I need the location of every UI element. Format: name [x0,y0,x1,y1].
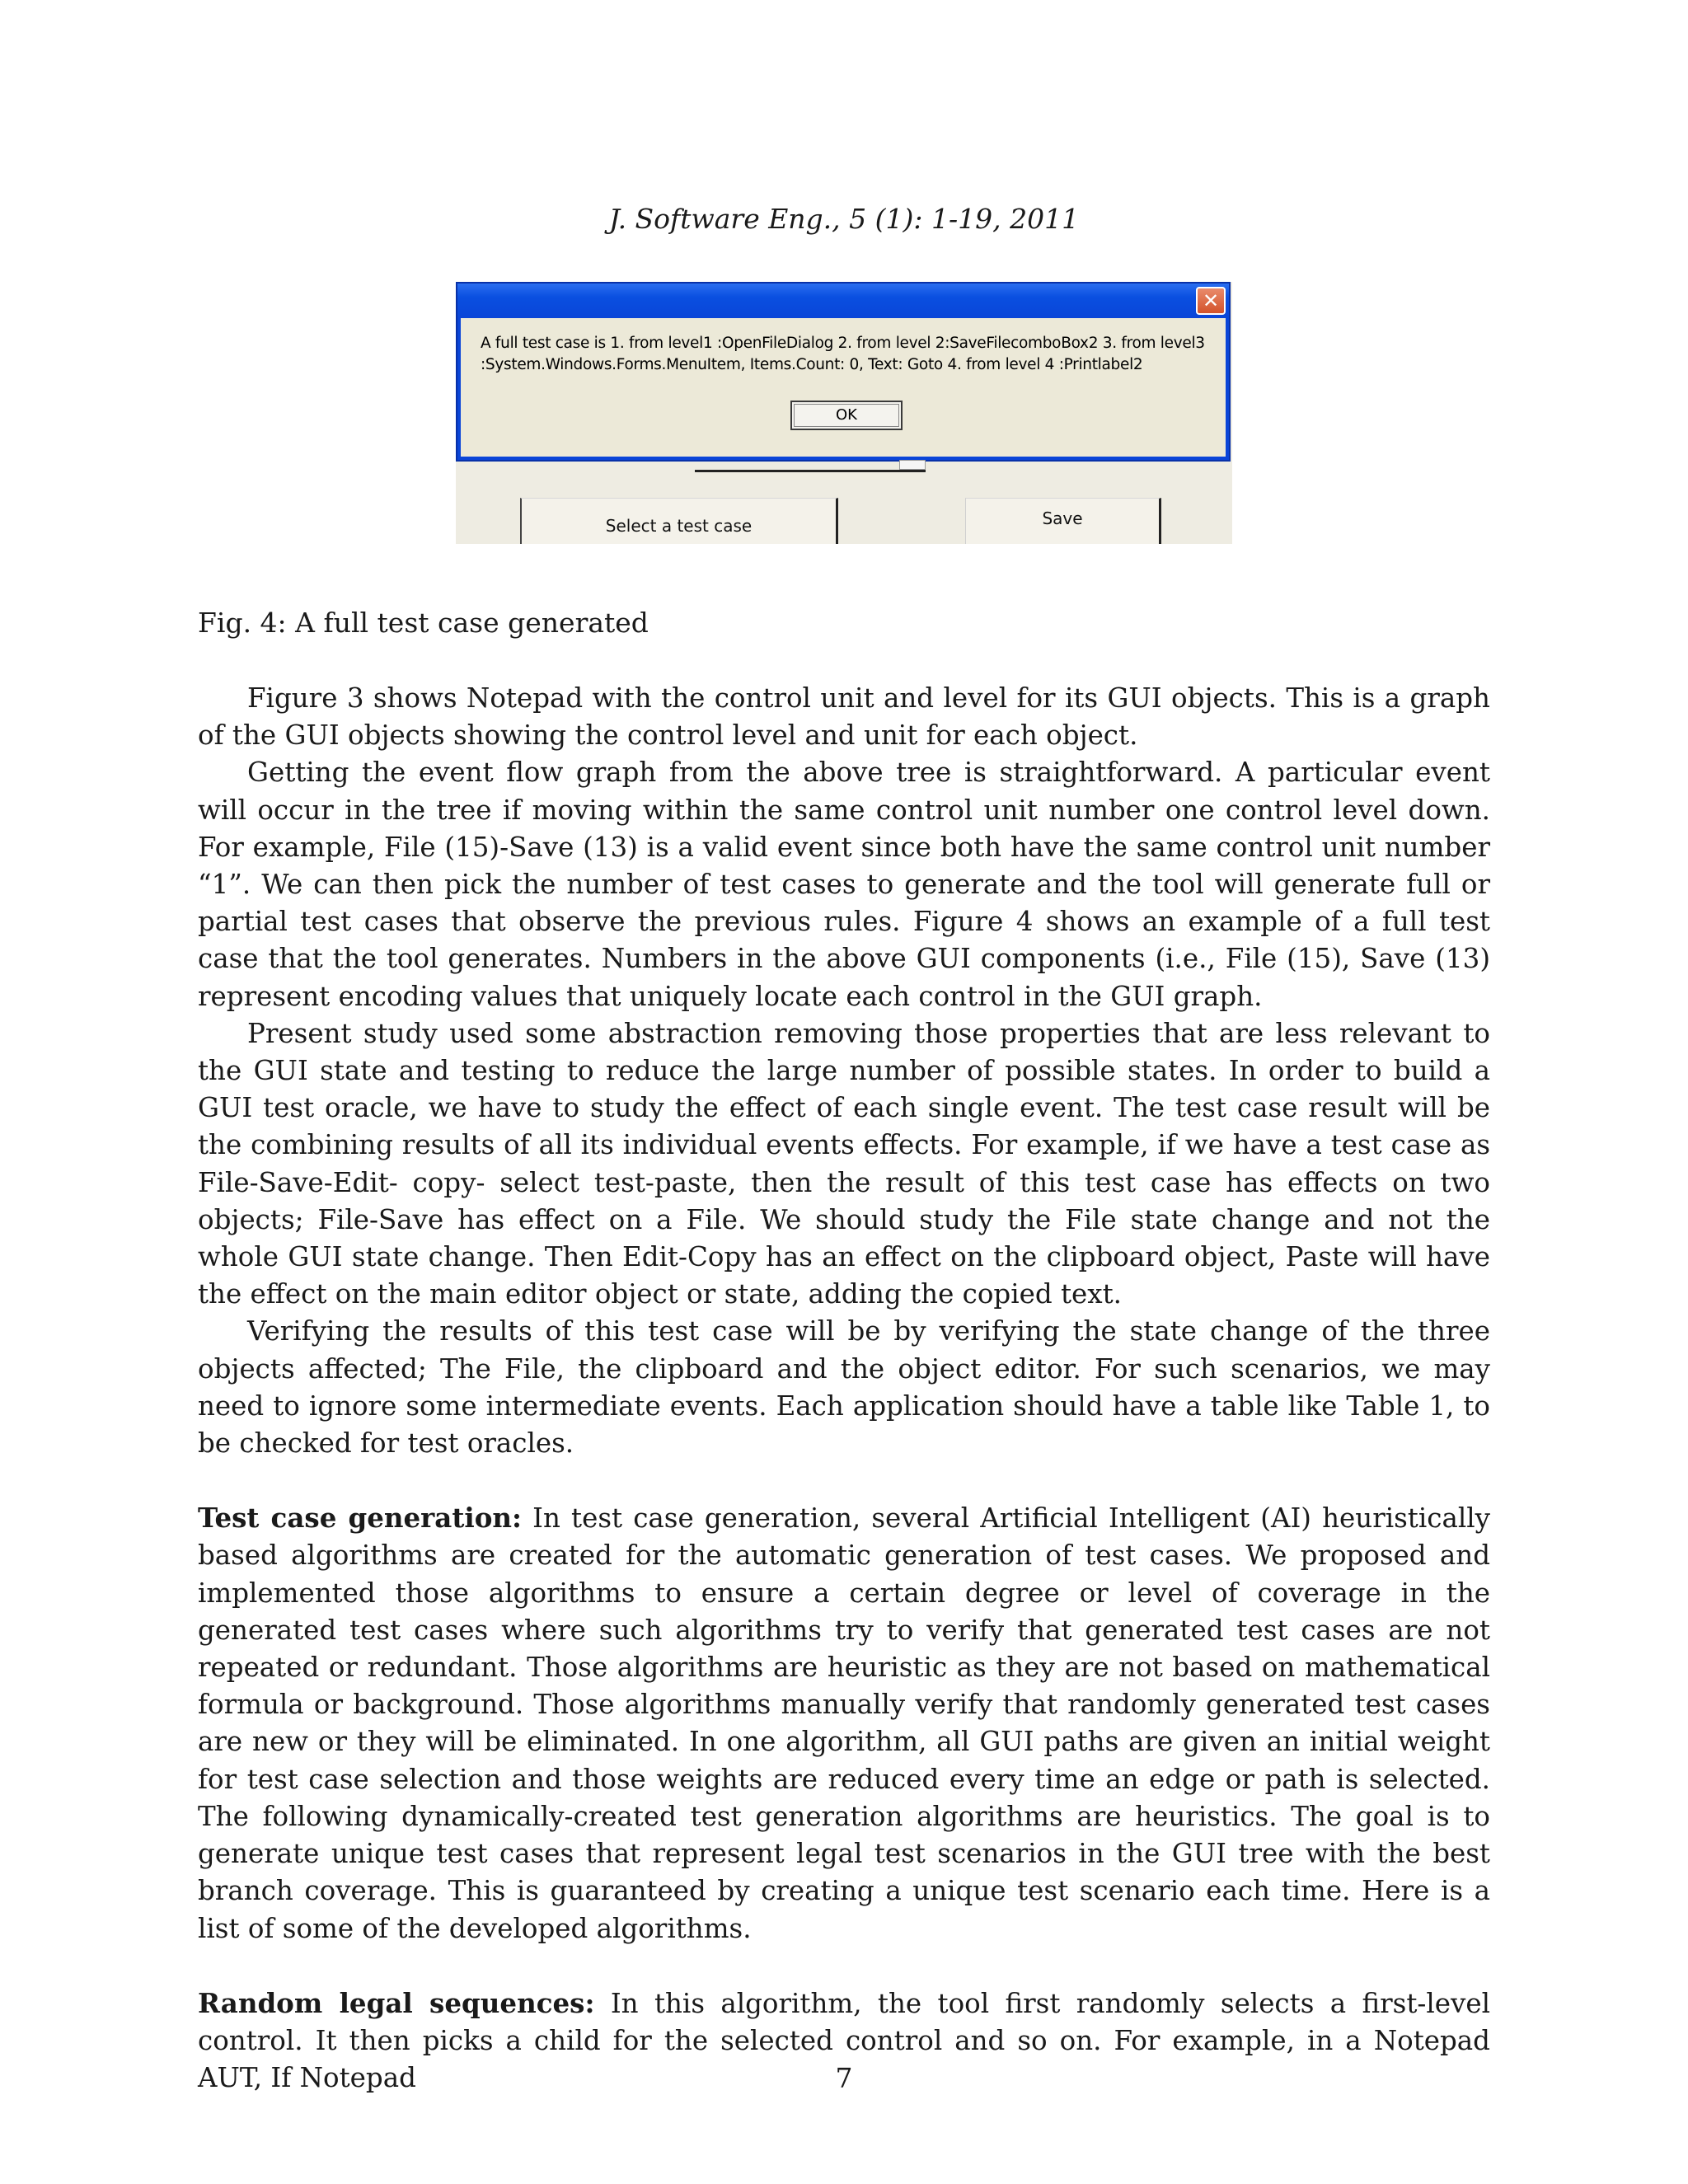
section-heading: Random legal sequences: [198,1986,595,2019]
dialog-body [461,318,1226,457]
dialog-titlebar [457,284,1229,318]
ok-button[interactable]: OK [790,401,903,430]
select-test-case-button[interactable]: Select a test case [520,498,838,544]
page-number: 7 [835,2062,853,2094]
save-button[interactable]: Save [965,498,1161,544]
dialog-message-line2: :System.Windows.Forms.MenuItem, Items.Count: 0, Text: Goto 4. from level 4 :Printlabel2 [481,356,1143,373]
section-heading: Test case generation: [198,1502,523,1535]
section-text: In test case generation, several Artificial Intelligent (AI) heuristically based algorithms are created for the automatic generation of test cases. We proposed and implemented those algorithms to ensure a certain degree or level of coverage in the generated test cases where such algorithms try to verify that generated test cases are not repeated or redundant. Those algorithms are heuristic as they are not based on mathematical formula or background. Those algorithms manually verify that randomly generated test cases are new or they will be eliminated. In one algorithm, all GUI paths are given an initial weight for test case selection and those weights are reduced every time an edge or path is selected. The following dynamically-created test generation algorithms are heuristics. The goal is to generate unique test cases that represent legal test scenarios in the GUI tree with the best branch coverage. This is guaranteed by creating a unique test scenario each time. Here is a list of some of the developed algorithms. [198,1502,1490,1944]
paragraph: Getting the event flow graph from the above tree is straightforward. A particular event will occur in the tree if moving within the same control unit number one control level down. For example, File (15)-Save (13) is a valid event since both have the same control unit number “1”. We can then pick the number of test cases to generate and the tool will generate full or partial test cases that observe the previous rules. Figure 4 shows an example of a full test case that the tool generates. Numbers in the above GUI components (i.e., File (15), Save (13) represent encoding values that uniquely locate each control in the GUI graph. [198,757,1490,1012]
dialog-message-line1: A full test case is 1. from level1 :OpenFileDialog 2. from level 2:SaveFilecomboBox2 3. from level3 [481,335,1205,352]
figure-caption: Fig. 4: A full test case generated [198,607,649,639]
message-dialog [456,282,1231,462]
body-text [198,680,1490,2097]
figure-screenshot [456,282,1232,544]
paragraph: Present study used some abstraction removing those properties that are less relevant to the GUI state and testing to reduce the large number of possible states. In order to build a GUI test oracle, we have to study the effect of each single event. The test case result will be the combining results of all its individual events effects. For example, if we have a test case as File-Save-Edit- copy- select test-paste, then the result of this test case has effects on two objects; File-Save has effect on a File. We should study the File state change and not the whole GUI state change. Then Edit-Copy has an effect on the clipboard object, Paste will have the effect on the main editor object or state, adding the copied text. [198,1017,1490,1310]
dialog-message [481,333,1206,376]
running-header: J. Software Eng., 5 (1): 1-19, 2011 [608,203,1080,235]
section-text: In this algorithm, the tool first randomly selects a first-level control. It then picks a child for the selected control and so on. For example, in a Notepad AUT, If Notepad [198,1987,1491,2094]
partially-hidden-field [695,462,926,472]
close-icon[interactable]: ✕ [1196,287,1226,315]
paragraph: Verifying the results of this test case will be by verifying the state change of the three objects affected; The File, the clipboard and the object editor. For such scenarios, we may need to ignore some intermediate events. Each application should have a table like Table 1, to be checked for test oracles. [198,1315,1490,1460]
field-box [899,460,926,470]
section-test-case-generation [198,1499,1490,1947]
paragraph: Figure 3 shows Notepad with the control unit and level for its GUI objects. This is a graph of the GUI objects showing the control level and unit for each object. [198,682,1490,752]
